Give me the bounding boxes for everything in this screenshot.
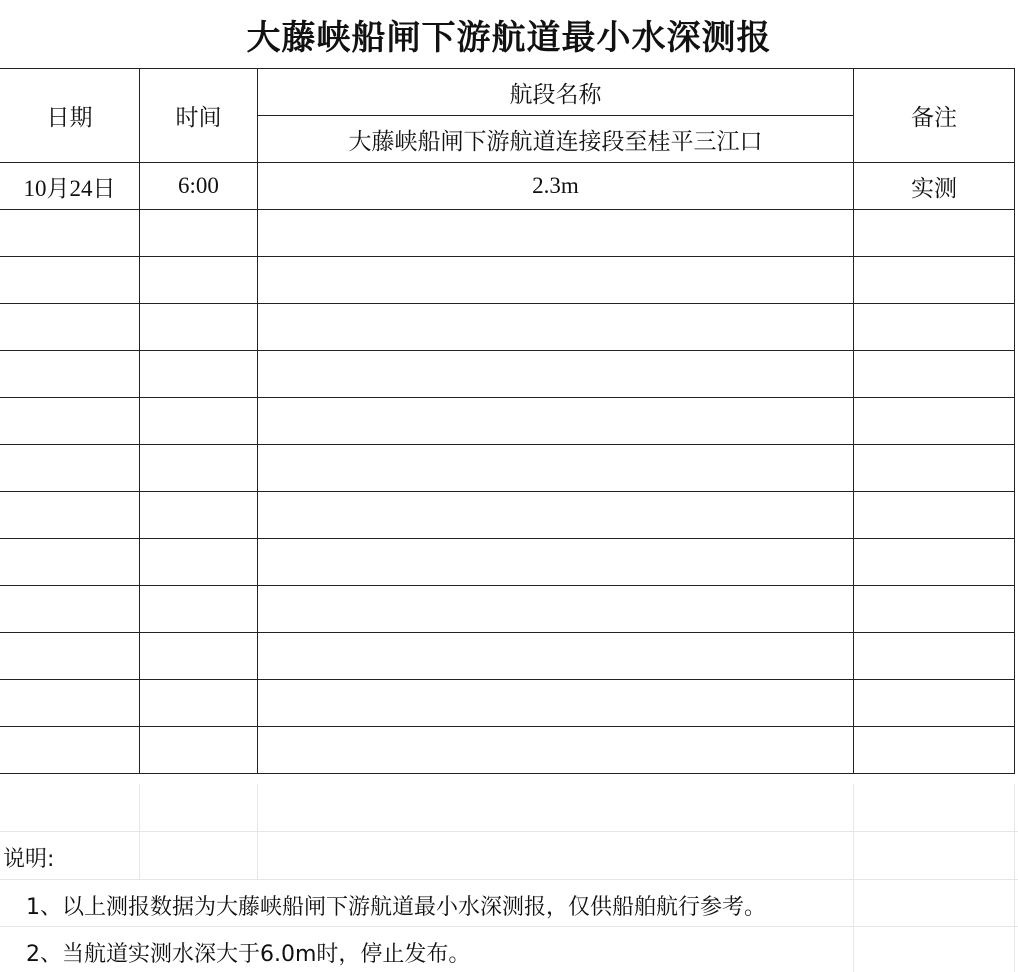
empty-cell <box>0 586 140 633</box>
empty-cell <box>258 680 854 727</box>
table-row-empty <box>0 633 1015 680</box>
empty-cell <box>0 257 140 304</box>
header-time: 时间 <box>140 69 258 163</box>
gridline <box>139 784 140 880</box>
empty-cell <box>854 351 1015 398</box>
empty-cell <box>854 680 1015 727</box>
empty-cell <box>258 398 854 445</box>
table-row-empty <box>0 351 1015 398</box>
empty-cell <box>854 398 1015 445</box>
empty-cell <box>0 539 140 586</box>
empty-cell <box>258 586 854 633</box>
empty-cell <box>258 633 854 680</box>
table-row-empty <box>0 257 1015 304</box>
empty-cell <box>140 680 258 727</box>
empty-cell <box>258 257 854 304</box>
empty-cell <box>140 257 258 304</box>
empty-cell <box>854 492 1015 539</box>
gridline <box>0 926 1018 927</box>
note-item-2: 2、当航道实测水深大于6.0m时，停止发布。 <box>26 942 471 967</box>
empty-cell <box>0 398 140 445</box>
table-row <box>0 163 1015 210</box>
gridline <box>1014 784 1015 972</box>
cell-date: 10月24日 <box>0 163 140 210</box>
gridline <box>853 784 854 972</box>
table-row-empty <box>0 210 1015 257</box>
empty-cell <box>854 210 1015 257</box>
empty-cell <box>140 586 258 633</box>
empty-cell <box>854 304 1015 351</box>
empty-cell <box>140 304 258 351</box>
empty-cell <box>140 539 258 586</box>
empty-cell <box>140 445 258 492</box>
empty-cell <box>258 210 854 257</box>
empty-cell <box>854 633 1015 680</box>
empty-cell <box>140 351 258 398</box>
empty-cell <box>140 492 258 539</box>
empty-cell <box>258 727 854 774</box>
empty-cell <box>0 633 140 680</box>
empty-cell <box>0 351 140 398</box>
empty-cell <box>0 727 140 774</box>
empty-cell <box>258 351 854 398</box>
empty-cell <box>140 398 258 445</box>
table-row-empty <box>0 586 1015 633</box>
empty-cell <box>854 445 1015 492</box>
header-date: 日期 <box>0 69 140 163</box>
report-title: 大藤峡船闸下游航道最小水深测报 <box>246 17 772 58</box>
table-row-empty <box>0 680 1015 727</box>
table-row-empty <box>0 398 1015 445</box>
header-segment-group: 航段名称 <box>258 69 854 116</box>
empty-cell <box>0 680 140 727</box>
empty-cell <box>140 727 258 774</box>
empty-cell <box>258 539 854 586</box>
gridline <box>257 784 258 880</box>
gridline <box>0 879 1018 880</box>
empty-cell <box>258 492 854 539</box>
table-row-empty <box>0 492 1015 539</box>
cell-depth: 2.3m <box>258 163 854 210</box>
empty-cell <box>0 210 140 257</box>
empty-cell <box>0 304 140 351</box>
empty-cell <box>140 210 258 257</box>
table-row-empty <box>0 727 1015 774</box>
table-row-empty <box>0 539 1015 586</box>
empty-cell <box>854 586 1015 633</box>
notes-heading: 说明: <box>3 847 55 872</box>
empty-cell <box>854 257 1015 304</box>
empty-cell <box>140 633 258 680</box>
header-remark: 备注 <box>854 69 1015 163</box>
header-segment-name: 大藤峡船闸下游航道连接段至桂平三江口 <box>258 116 854 163</box>
cell-remark: 实测 <box>854 163 1015 210</box>
empty-cell <box>854 539 1015 586</box>
note-item-1: 1、以上测报数据为大藤峡船闸下游航道最小水深测报，仅供船舶航行参考。 <box>26 895 766 920</box>
gridline <box>0 831 1018 832</box>
table-row-empty <box>0 304 1015 351</box>
cell-time: 6:00 <box>140 163 258 210</box>
empty-cell <box>258 445 854 492</box>
empty-cell <box>0 445 140 492</box>
table-row-empty <box>0 445 1015 492</box>
depth-report-table <box>0 68 1015 774</box>
empty-cell <box>258 304 854 351</box>
empty-cell <box>854 727 1015 774</box>
empty-cell <box>0 492 140 539</box>
